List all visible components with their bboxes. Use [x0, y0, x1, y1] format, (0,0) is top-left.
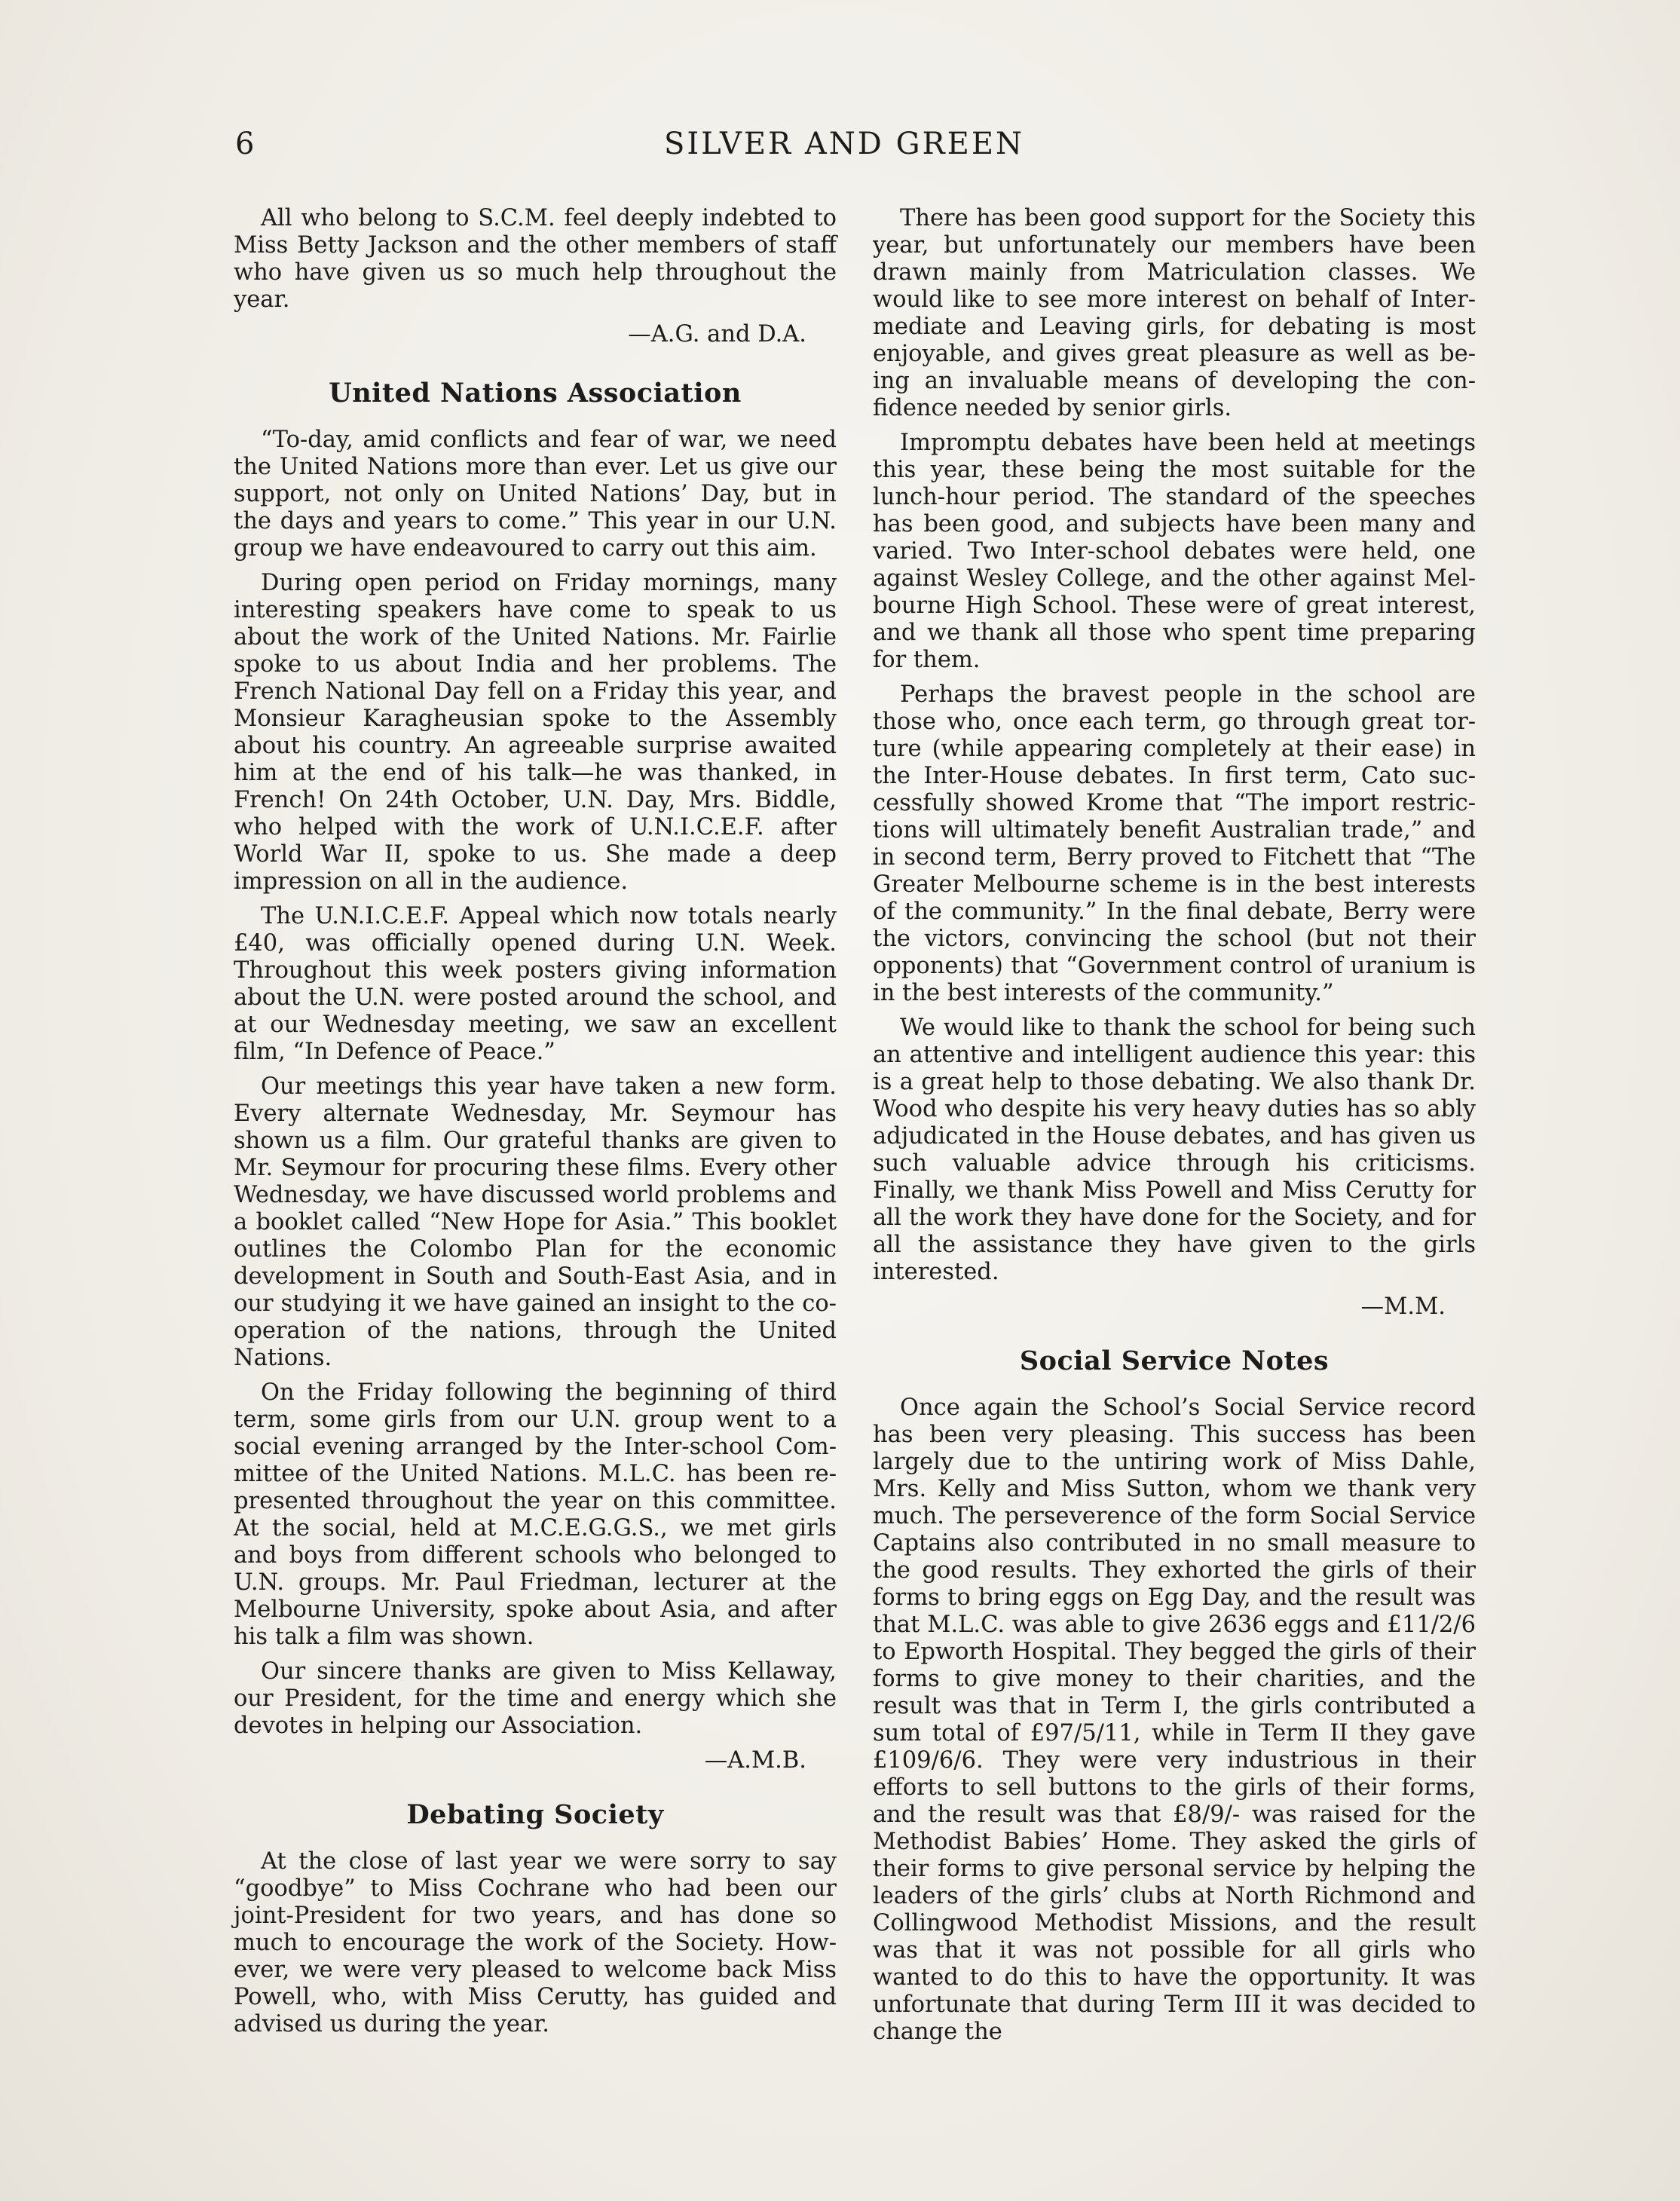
social-service-paragraph: Once again the School’s Social Service record has been very pleasing. This success has been largely due to the untiring work of Miss Dahle, Mrs. Kelly and Miss Sutton, whom we thank very much. The perseverence of the form Social Service Captains also contributed in no small measure to the good results. They exhorted the girls of their forms to bring eggs on Egg Day, and the result was that M.L.C. was able to give 2636 eggs and £11/2/6 to Epworth Hospital. They begged the girls of their forms to give money to their charities, and the result was that in Term I, the girls contributed a sum total of £97/5/11, while in Term II they gave £109/6/6. They were very industrious in their efforts to sell buttons to the girls of their forms, and the result was that £8/9/- was raised for the Methodist Babies’ Home. They asked the girls of their forms to give personal service by helping the leaders of the girls’ clubs at North Richmond and Collingwood Methodist Missions, and the result was that it was not possible for all girls who wanted to do this to have the opportunity. It was unfortunate that during Term III it was decided to change the	[873, 1394, 1476, 2045]
un-paragraph: The U.N.I.C.E.F. Appeal which now totals nearly £40, was officially opened during U.N. Week. Throughout this week posters giving information about the U.N. were posted around the school, and at our Wednesday meeting, we saw an excellent film, “In Defence of Peace.”	[234, 903, 837, 1065]
debating-signature: —M.M.	[1360, 1293, 1446, 1320]
left-column	[234, 205, 837, 2046]
un-signature: —A.M.B.	[704, 1747, 806, 1774]
un-paragraph: During open period on Friday mornings, many interesting speakers have come to speak to us about the work of the United Nations. Mr. Fairlie spoke to us about India and her problems. The French National Day fell on a Friday this year, and Monsieur Karagheusian spoke to the Assembly about his country. An agreeable surprise awaited him at the end of his talk—he was thanked, in French! On 24th October, U.N. Day, Mrs. Biddle, who helped with the work of U.N.I.C.E.F. after World War II, spoke to us. She made a deep impression on all in the audience.	[234, 570, 837, 895]
debating-paragraph: At the close of last year we were sorry to say “goodbye” to Miss Cochrane who had been our joint-President for two years, and has done so much to encourage the work of the Society. However, we were very pleased to welcome back Miss Powell, who, with Miss Cerutty, has guided and advised us during the year.	[234, 1848, 837, 2037]
un-association-heading: United Nations Association	[329, 378, 742, 409]
debating-paragraph: Impromptu debates have been held at meetings this year, these being the most suitable for the lunch-hour period. The standard of the speeches has been good, and subjects have been many and varied. Two Inter-school debates were held, one against Wesley College, and the other against Melbourne High School. These were of great interest, and we thank all those who spent time preparing for them.	[873, 430, 1476, 673]
page-header	[235, 127, 1453, 179]
social-service-heading: Social Service Notes	[1019, 1345, 1330, 1376]
un-paragraph: On the Friday following the beginning of third term, some girls from our U.N. group went to a social evening arranged by the Inter-school Committee of the United Nations. M.L.C. has been represented throughout the year on this committee. At the social, held at M.C.E.G.G.S., we met girls and boys from different schools who belonged to U.N. groups. Mr. Paul Friedman, lecturer at the Melbourne University, spoke about Asia, and after his talk a film was shown.	[234, 1379, 837, 1650]
page-number: 6	[235, 127, 256, 161]
right-column	[873, 205, 1476, 2053]
scm-paragraph: All who belong to S.C.M. feel deeply indebted to Miss Betty Jackson and the other members of staff who have given us so much help throughout the year.	[234, 205, 837, 313]
un-paragraph: “To-day, amid conflicts and fear of war, we need the United Nations more than ever. Let us give our support, not only on United Nations’ Day, but in the days and years to come.” This year in our U.N. group we have endeavoured to carry out this aim.	[234, 427, 837, 562]
un-paragraph: Our meetings this year have taken a new form. Every alternate Wednesday, Mr. Seymour has shown us a film. Our grateful thanks are given to Mr. Seymour for procuring these films. Every other Wednesday, we have discussed world problems and a booklet called “New Hope for Asia.” This booklet outlines the Colombo Plan for the economic development in South and South-East Asia, and in our studying it we have gained an insight to the co-operation of the nations, through the United Nations.	[234, 1073, 837, 1371]
debating-society-heading: Debating Society	[406, 1799, 664, 1830]
journal-title: SILVER AND GREEN	[663, 127, 1025, 161]
scm-signature: —A.G. and D.A.	[628, 321, 806, 347]
debating-paragraph: We would like to thank the school for being such an attentive and intelligent audience this year: this is a great help to those debating. We also thank Dr. Wood who despite his very heavy duties has so ably adjudicated in the House debates, and has given us such valuable advice through his criticisms. Finally, we thank Miss Powell and Miss Cerutty for all the work they have done for the Society, and for all the assistance they have given to the girls interested.	[873, 1015, 1476, 1285]
debating-paragraph: Perhaps the bravest people in the school are those who, once each term, go through great torture (while appearing completely at their ease) in the Inter-House debates. In first term, Cato successfully showed Krome that “The import restrictions will ultimately benefit Australian trade,” and in second term, Berry proved to Fitchett that “The Greater Melbourne scheme is in the best interests of the community.” In the final debate, Berry were the victors, convincing the school (but not their opponents) that “Government control of uranium is in the best interests of the community.”	[873, 681, 1476, 1006]
debating-paragraph: There has been good support for the Society this year, but unfortunately our members have been drawn mainly from Matriculation classes. We would like to see more interest on behalf of Intermediate and Leaving girls, for debating is most enjoyable, and gives great pleasure as well as being an invaluable means of developing the confidence needed by senior girls.	[873, 205, 1476, 421]
un-paragraph: Our sincere thanks are given to Miss Kellaway, our President, for the time and energy which she devotes in helping our Association.	[234, 1658, 837, 1739]
